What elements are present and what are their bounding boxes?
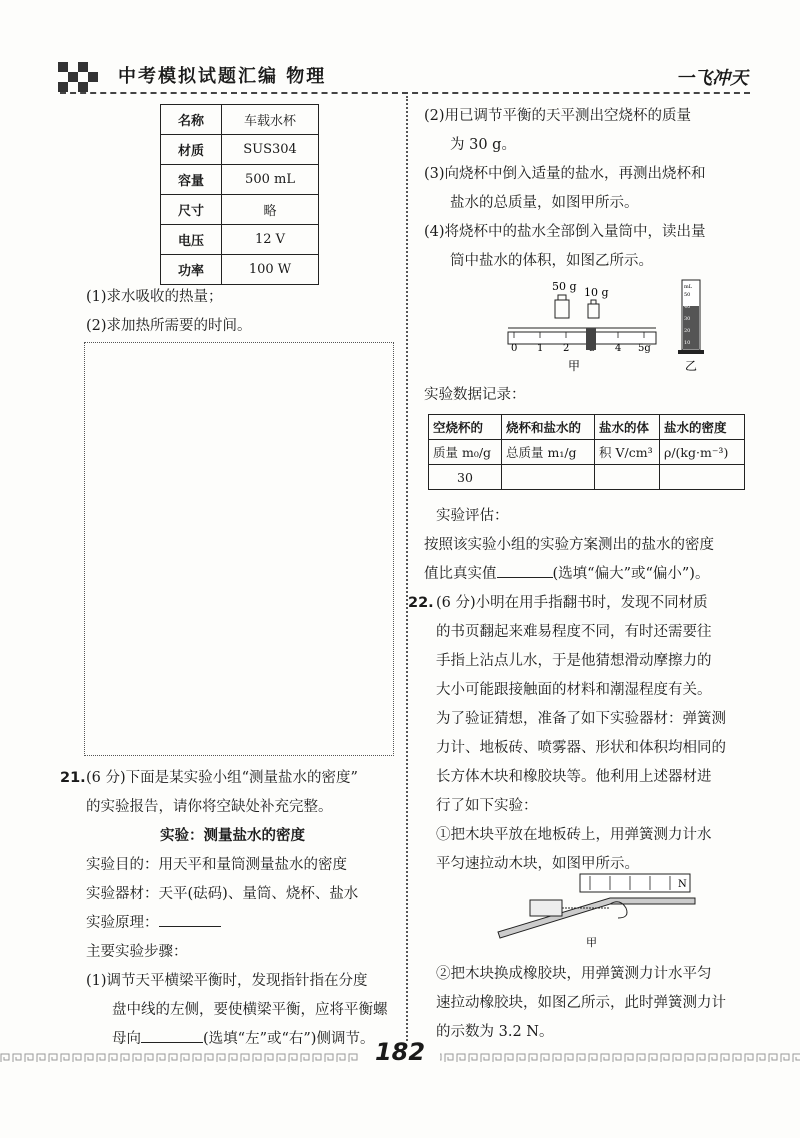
page-number: 182 xyxy=(374,1038,426,1066)
q21-principle: 实验原理： xyxy=(86,909,221,938)
q21-step1-line3: 母向 (选填“左”或“右”)侧调节。 xyxy=(112,1025,374,1054)
q21-step3-line1: (3)向烧杯中倒入适量的盐水，再测出烧杯和 xyxy=(424,166,706,182)
scale-tick-label: 1 xyxy=(537,343,544,354)
record-label: 实验数据记录： xyxy=(424,387,526,403)
weight-10g-icon xyxy=(588,304,599,318)
svg-text:50: 50 xyxy=(684,292,691,298)
q21-number: 21. xyxy=(60,770,86,786)
eval-line1: 按照该实验小组的实验方案测出的盐水的密度 xyxy=(424,537,714,553)
q21-step3-line2: 盐水的总质量，如图甲所示。 xyxy=(450,195,639,211)
q21-step1-line2: 盘中线的左侧，要使横梁平衡，应将平衡螺 xyxy=(112,1002,388,1018)
spec-row: 材质 SUS304 xyxy=(161,135,319,165)
scale-tick-label: 0 xyxy=(511,343,518,354)
q22-line6: 力计、地板砖、喷雾器、形状和体积均相同的 xyxy=(436,740,726,756)
scale-tick-label: 4 xyxy=(615,343,622,354)
data-row: 30 xyxy=(429,465,745,490)
q22-line1: (6 分)小明在用手指翻书时，发现不同材质 xyxy=(436,595,708,611)
answer-box[interactable] xyxy=(84,342,394,756)
weight-50g-label: 50 g xyxy=(552,280,577,293)
q20-sub1: (1)求水吸收的热量； xyxy=(86,289,223,305)
header-divider xyxy=(60,92,750,94)
spec-row: 名称 车载水杯 xyxy=(161,105,319,135)
header-title: 中考模拟试题汇编 物理 xyxy=(118,66,327,87)
q22-step2-line2: 速拉动橡胶块，如图乙所示，此时弹簧测力计 xyxy=(436,995,726,1011)
q21-steps-label: 主要实验步骤： xyxy=(86,944,188,960)
q22-line7: 长方体木块和橡胶块等。他利用上述器材进 xyxy=(436,769,712,785)
q21-step1-line1: (1)调节天平横梁平衡时，发现指针指在分度 xyxy=(86,973,368,989)
q21-title: 实验：测量盐水的密度 xyxy=(160,828,305,844)
spec-row: 电压 12 V xyxy=(161,225,319,255)
header-series-logo: 一飞冲天 xyxy=(676,68,748,89)
q22-line8: 行了如下实验： xyxy=(436,798,538,814)
q21-equipment: 实验器材：天平(砝码)、量筒、烧杯、盐水 xyxy=(86,886,359,902)
q21-step4-line2: 筒中盐水的体积，如图乙所示。 xyxy=(450,253,653,269)
eval-line2: 值比真实值 (选填“偏大”或“偏小”)。 xyxy=(424,560,709,589)
volume-cell[interactable] xyxy=(595,465,660,490)
principle-blank[interactable] xyxy=(159,910,221,927)
spec-row: 功率 100 W xyxy=(161,255,319,285)
total-mass-cell[interactable] xyxy=(502,465,595,490)
wood-block-icon xyxy=(530,900,562,916)
figure-label-a: 甲 xyxy=(568,359,581,373)
scale-tick-label: 2 xyxy=(563,343,570,354)
q22-step2-line1: ②把木块换成橡胶块，用弹簧测力计水平匀 xyxy=(436,966,712,982)
eval-blank[interactable] xyxy=(497,561,553,578)
balance-figure xyxy=(500,276,720,376)
eval-label: 实验评估： xyxy=(436,508,509,524)
weight-10g-label: 10 g xyxy=(584,286,609,299)
q22-line4: 大小可能跟接触面的材料和潮湿程度有关。 xyxy=(436,682,712,698)
figure-label-b: 乙 xyxy=(685,359,698,373)
q20-sub2: (2)求加热所需要的时间。 xyxy=(86,318,252,334)
direction-blank[interactable] xyxy=(141,1026,203,1043)
beam-scale xyxy=(508,332,656,344)
q22-line5: 为了验证猜想，准备了如下实验器材：弹簧测 xyxy=(436,711,726,727)
spring-scale-figure xyxy=(490,870,700,952)
q21-step2-line1: (2)用已调节平衡的天平测出空烧杯的质量 xyxy=(424,108,692,124)
spring-scale-unit: N xyxy=(678,879,687,890)
header-checker-logo xyxy=(58,62,100,92)
spec-row: 尺寸 略 xyxy=(161,195,319,225)
spec-table xyxy=(160,104,319,285)
floor-tile-icon xyxy=(498,898,695,938)
q21-purpose: 实验目的：用天平和量筒测量盐水的密度 xyxy=(86,857,347,873)
q22-number: 22. xyxy=(408,595,434,611)
q21-step2-line2: 为 30 g。 xyxy=(450,137,516,153)
cylinder-unit: mL xyxy=(684,284,693,290)
column-divider xyxy=(406,96,408,1041)
svg-text:10: 10 xyxy=(684,340,691,346)
spring-scale-dial xyxy=(580,874,690,892)
q21-step4-line1: (4)将烧杯中的盐水全部倒入量筒中，读出量 xyxy=(424,224,706,240)
spec-row: 容量 500 mL xyxy=(161,165,319,195)
q22-step1-line2: 平匀速拉动木块，如图甲所示。 xyxy=(436,856,639,872)
svg-text:30: 30 xyxy=(684,316,691,322)
q21-intro-line2: 的实验报告，请你将空缺处补充完整。 xyxy=(86,799,333,815)
q21-intro-line1: (6 分)下面是某实验小组“测量盐水的密度” xyxy=(86,770,358,786)
weight-50g-icon xyxy=(555,300,569,318)
data-table: 空烧杯的 烧杯和盐水的 盐水的体 盐水的密度 质量 m₀/g 总质量 m₁/g 积 V/cm³ ρ/(kg·m⁻³) 30 xyxy=(428,414,745,490)
figure-label-a: 甲 xyxy=(586,936,597,949)
rider-icon xyxy=(586,328,596,350)
scale-tick-label: 5g xyxy=(638,343,651,354)
q22-step1-line1: ①把木块平放在地板砖上，用弹簧测力计水 xyxy=(436,827,712,843)
q22-line2: 的书页翻起来难易程度不同，有时还需要往 xyxy=(436,624,712,640)
density-cell[interactable] xyxy=(660,465,745,490)
svg-text:40: 40 xyxy=(684,304,691,310)
svg-text:20: 20 xyxy=(684,328,691,334)
q22-step2-line3: 的示数为 3.2 N。 xyxy=(436,1024,554,1040)
q22-line3: 手指上沾点儿水，于是他猜想滑动摩擦力的 xyxy=(436,653,712,669)
